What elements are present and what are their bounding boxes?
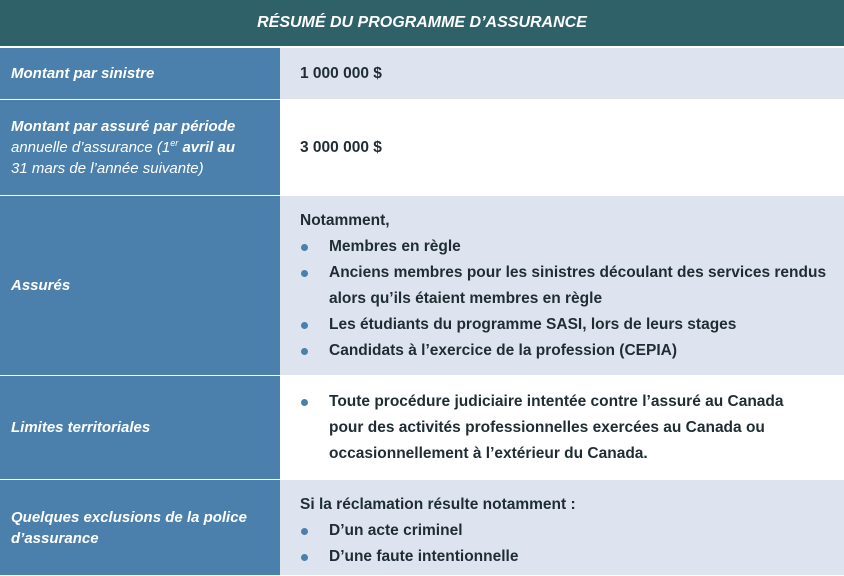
list-item: Toute procédure judiciaire intentée contre l’assuré au Canada	[300, 389, 844, 415]
list-item: Les étudiants du programme SASI, lors de leurs stages	[300, 312, 844, 338]
bullet-icon	[301, 554, 308, 561]
bullet-icon	[301, 348, 308, 355]
list-item-continuation: occasionnellement à l’extérieur du Canada.	[329, 444, 648, 462]
table-row	[0, 48, 844, 100]
row-value: Si la réclamation résulte notamment : D’un acte criminel D’une faute intentionnelle	[280, 480, 844, 576]
row-label: Montant par sinistre	[0, 48, 280, 100]
list-item: D’un acte criminel	[300, 518, 844, 544]
row-value	[280, 376, 844, 480]
insured-list	[300, 234, 844, 364]
bullet-icon	[301, 399, 308, 406]
list-item-continuation: alors qu’ils étaient membres en règle	[329, 289, 603, 307]
row-label: Limites territoriales	[0, 376, 280, 480]
table-row	[0, 100, 844, 196]
row-value: Notamment, Membres en règle Anciens membres pour les sinistres découlant des services rendus alors qu’ils étaient membres en règle Les étudiants du programme SASI, lors de leurs stages Candidats à l’exercice de la profession (CEPIA)	[280, 196, 844, 376]
bullet-icon	[301, 528, 308, 535]
list-item-continuation: pour des activités professionnelles exercées au Canada ou	[329, 418, 765, 436]
bullet-icon	[301, 244, 308, 251]
table-row	[0, 376, 844, 480]
row-label: Montant par assuré par période annuelle d’assurance (1er avril au 31 mars de l’année suivante)	[0, 100, 280, 196]
row-label: Quelques exclusions de la police d’assurance	[0, 480, 280, 576]
table-header: RÉSUMÉ DU PROGRAMME D’ASSURANCE	[0, 0, 844, 48]
table-row	[0, 196, 844, 376]
row-label: Assurés	[0, 196, 280, 376]
exclusions-list	[300, 518, 844, 570]
territory-list	[300, 389, 844, 467]
list-item: Candidats à l’exercice de la profession (CEPIA)	[300, 338, 844, 364]
row-value: 3 000 000 $	[280, 100, 844, 196]
row-value: 1 000 000 $	[280, 48, 844, 100]
bullet-icon	[301, 322, 308, 329]
list-item: Membres en règle	[300, 234, 844, 260]
table-row	[0, 480, 844, 576]
bullet-icon	[301, 270, 308, 277]
list-item: Anciens membres pour les sinistres découlant des services rendus	[300, 260, 844, 286]
list-item: D’une faute intentionnelle	[300, 544, 844, 570]
